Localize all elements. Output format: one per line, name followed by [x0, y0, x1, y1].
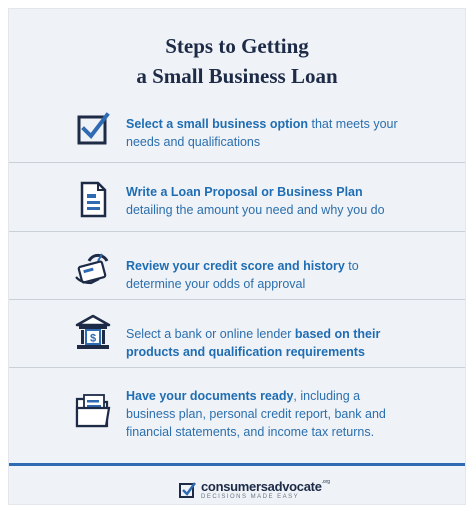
step-1-text	[126, 115, 411, 151]
logo-name-text: consumersadvocate	[201, 479, 322, 494]
logo-tagline: DECISIONS MADE EASY	[201, 494, 300, 500]
step-3-plain: to determine your odds of approval	[126, 259, 359, 291]
divider	[9, 162, 465, 163]
folder-documents-icon	[73, 391, 113, 431]
step-1-bold: Select a small business option	[126, 117, 309, 131]
step-2-plain: detailing the amount you need and why you do	[126, 203, 385, 217]
step-2-bold: Write a Loan Proposal or Business Plan	[126, 185, 363, 199]
consumers-advocate-logo	[179, 479, 330, 505]
document-icon	[73, 179, 113, 219]
divider	[9, 231, 465, 232]
step-4	[9, 309, 465, 375]
step-5-plain: , including a business plan, personal credit report, bank and financial statements, and income tax returns.	[126, 389, 386, 439]
credit-score-icon	[73, 247, 113, 287]
step-5-text	[126, 387, 411, 441]
step-1-plain: that meets your needs and qualifications	[126, 117, 398, 149]
step-4-text	[126, 325, 411, 361]
logo-tm: .org	[321, 479, 330, 485]
step-2	[9, 173, 465, 239]
infographic-card	[8, 8, 466, 505]
svg-text:$: $	[89, 332, 97, 345]
step-3-bold: Review your credit score and history	[126, 259, 345, 273]
step-2-text	[126, 183, 411, 219]
divider	[9, 299, 465, 300]
page-title	[9, 31, 465, 91]
checkbox-icon	[73, 109, 113, 149]
step-4-bold: based on their products and qualification requirements	[126, 327, 381, 359]
step-5	[9, 377, 465, 443]
step-3	[9, 241, 465, 307]
step-5-bold: Have your documents ready	[126, 389, 294, 403]
logo-name	[201, 479, 330, 494]
step-4-plain: Select a bank or online lender	[126, 327, 295, 341]
bank-icon	[73, 313, 113, 353]
divider	[9, 367, 465, 368]
step-3-text	[126, 257, 411, 293]
footer-bar	[9, 463, 465, 466]
title-line-1: Steps to Getting	[165, 34, 309, 58]
title-line-2: a Small Business Loan	[136, 64, 338, 88]
logo-check-icon	[179, 481, 197, 499]
